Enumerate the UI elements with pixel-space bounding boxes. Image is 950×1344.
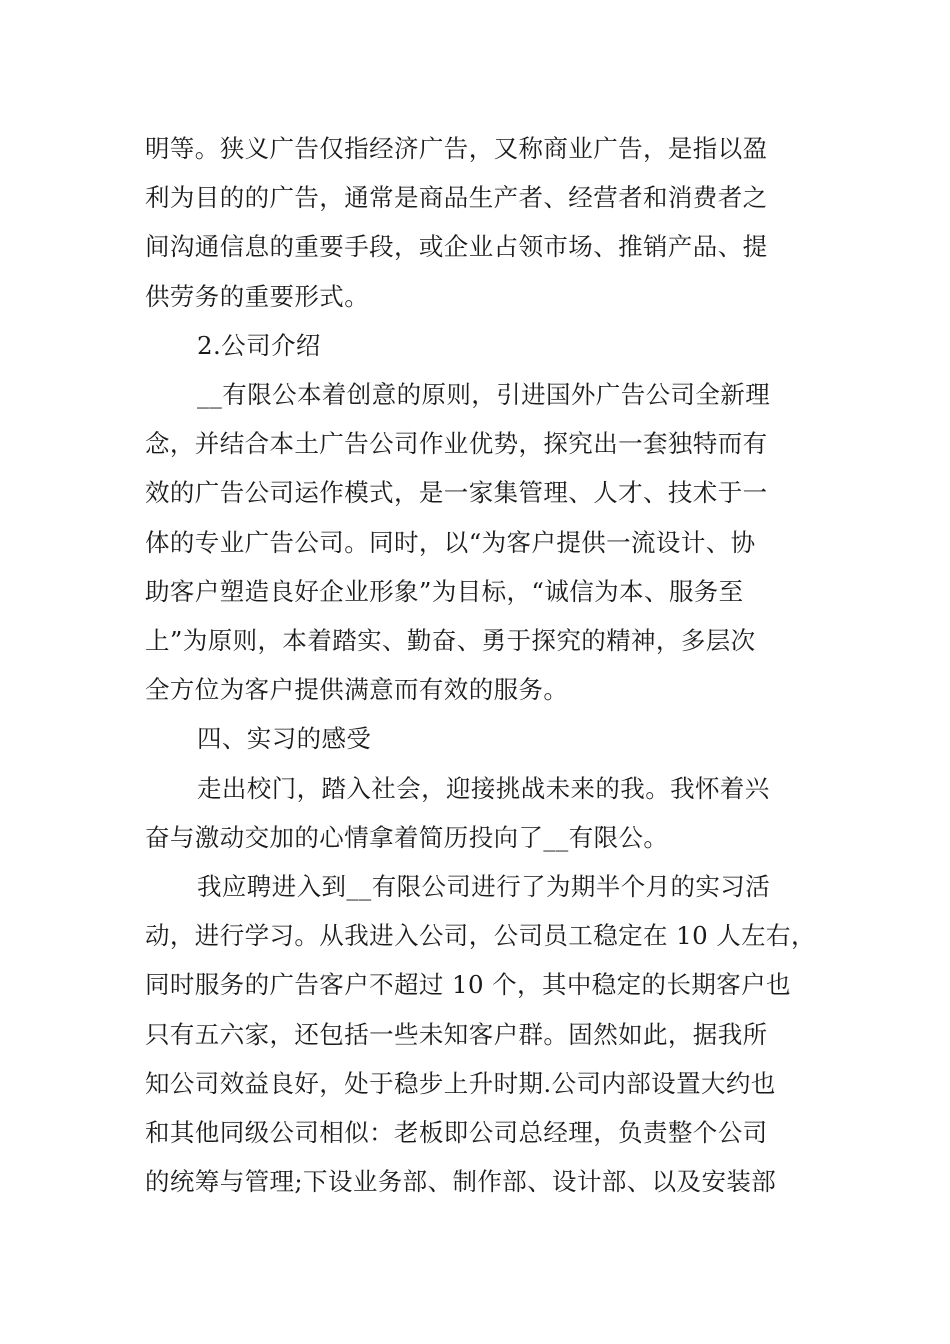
paragraph-internship-details xyxy=(145,862,825,1206)
section-heading-internship-feelings xyxy=(145,714,825,763)
document-body xyxy=(145,124,825,1206)
text-line: 动，进行学习。从我进入公司，公司员工稳定在 10 人左右， xyxy=(145,921,816,951)
heading-text: 四、实习的感受 xyxy=(197,724,372,754)
text-line: 走出校门，踏入社会，迎接挑战未来的我。我怀着兴 xyxy=(197,773,770,803)
paragraph-ad-definition xyxy=(145,124,825,321)
text-line: 念，并结合本土广告公司作业优势，探究出一套独特而有 xyxy=(145,429,768,459)
text-line: 知公司效益良好，处于稳步上升时期.公司内部设置大约也 xyxy=(145,1068,776,1098)
text-line: 供劳务的重要形式。 xyxy=(145,281,370,311)
text-line: 明等。狭义广告仅指经济广告，又称商业广告，是指以盈 xyxy=(145,134,768,163)
text-line: 和其他同级公司相似：老板即公司总经理，负责整个公司 xyxy=(145,1118,768,1148)
text-line: 体的专业广告公司。同时，以“为客户提供一流设计、协 xyxy=(145,527,756,557)
text-line: 同时服务的广告客户不超过 10 个，其中稳定的长期客户也 xyxy=(145,970,791,1000)
heading-text: 2.公司介绍 xyxy=(197,330,321,360)
text-line: 奋与激动交加的心情拿着简历投向了__有限公。 xyxy=(145,822,669,852)
text-line: 助客户塑造良好企业形象”为目标，“诚信为本、服务至 xyxy=(145,576,744,606)
text-line: 只有五六家，还包括一些未知客户群。固然如此，据我所 xyxy=(145,1019,768,1049)
paragraph-leaving-school xyxy=(145,764,825,862)
paragraph-company-intro xyxy=(145,370,825,714)
text-line: 全方位为客户提供满意而有效的服务。 xyxy=(145,675,569,705)
section-heading-company-intro xyxy=(145,321,825,370)
text-line: 我应聘进入到__有限公司进行了为期半个月的实习活 xyxy=(197,872,771,902)
text-line: 利为目的的广告，通常是商品生产者、经营者和消费者之 xyxy=(145,183,768,213)
text-line: 上”为原则，本着踏实、勤奋、勇于探究的精神，多层次 xyxy=(145,626,756,656)
text-line: __有限公本着创意的原则，引进国外广告公司全新理 xyxy=(197,380,771,410)
text-line: 间沟通信息的重要手段，或企业占领市场、推销产品、提 xyxy=(145,232,768,262)
text-line: 效的广告公司运作模式，是一家集管理、人才、技术于一 xyxy=(145,478,768,508)
text-line: 的统筹与管理;下设业务部、制作部、设计部、以及安装部 xyxy=(145,1167,777,1197)
